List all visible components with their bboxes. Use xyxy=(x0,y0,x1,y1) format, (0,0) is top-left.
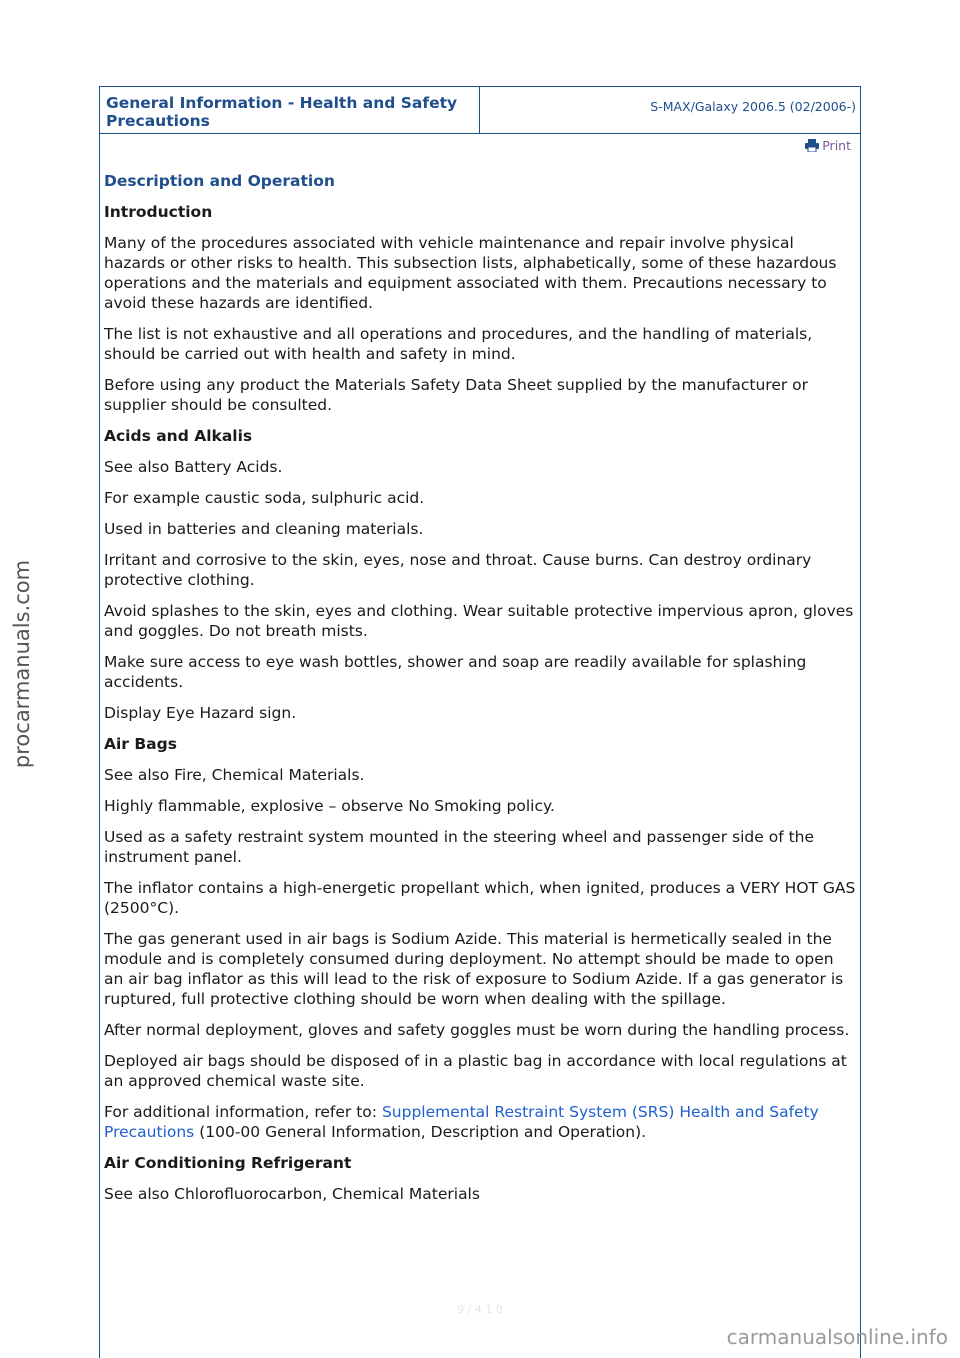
reference-paragraph xyxy=(104,1102,856,1142)
body-paragraph: After normal deployment, gloves and safety goggles must be worn during the handling process. xyxy=(104,1021,850,1039)
body-paragraph: Before using any product the Materials Safety Data Sheet supplied by the manufacturer or supplier should be consulted. xyxy=(104,376,809,414)
header-title-line2: Precautions xyxy=(106,112,210,130)
body-paragraph: The inflator contains a high-energetic propellant which, when ignited, produces a VERY HOT GAS (2500°C). xyxy=(104,879,856,917)
document-header xyxy=(99,86,861,134)
subsection-heading: Air Conditioning Refrigerant xyxy=(104,1154,352,1172)
body-paragraph: Make sure access to eye wash bottles, shower and soap are readily available for splashing accidents. xyxy=(104,653,807,691)
print-link[interactable] xyxy=(99,138,851,153)
print-label: Print xyxy=(822,138,851,153)
body-paragraph: Irritant and corrosive to the skin, eyes, nose and throat. Cause burns. Can destroy ordinary protective clothing. xyxy=(104,551,812,589)
body-paragraph: Avoid splashes to the skin, eyes and clothing. Wear suitable protective impervious apron, gloves and goggles. Do not breath mists. xyxy=(104,602,854,640)
subsection-heading: Introduction xyxy=(104,203,213,221)
section-title: Description and Operation xyxy=(104,172,335,190)
footer-watermark: carmanualsonline.info xyxy=(726,1325,948,1349)
header-model: S-MAX/Galaxy 2006.5 (02/2006-) xyxy=(650,99,856,114)
page-number: 9 / 4 1 0 xyxy=(457,1303,503,1316)
body-paragraph: See also Fire, Chemical Materials. xyxy=(104,766,365,784)
body-paragraph: Highly flammable, explosive – observe No Smoking policy. xyxy=(104,797,555,815)
body-paragraph: Display Eye Hazard sign. xyxy=(104,704,297,722)
header-title-line1: General Information - Health and Safety xyxy=(106,94,458,112)
side-watermark-text: procarmanuals.com xyxy=(10,559,34,769)
subsection-heading: Acids and Alkalis xyxy=(104,427,253,445)
body-paragraph: Many of the procedures associated with vehicle maintenance and repair involve physical hazards or other risks to health. This subsection lists, alphabetically, some of these hazardous operations and the materials and equipment associated with them. Precautions necessary to avoid these hazards are identified. xyxy=(104,234,837,312)
reference-suffix: (100-00 General Information, Description and Operation). xyxy=(194,1123,647,1141)
printer-icon xyxy=(805,139,819,152)
subsection-heading: Air Bags xyxy=(104,735,177,753)
document-body xyxy=(104,171,856,1215)
body-paragraph: The gas generant used in air bags is Sodium Azide. This material is hermetically sealed in the module and is completely consumed during deployment. No attempt should be made to open an air bag inflator as this will lead to the risk of exposure to Sodium Azide. If a gas generator is ruptured, full protective clothing should be worn when dealing with the spillage. xyxy=(104,930,844,1008)
body-paragraph: Used as a safety restraint system mounted in the steering wheel and passenger side of the instrument panel. xyxy=(104,828,815,866)
reference-prefix: For additional information, refer to: xyxy=(104,1103,382,1121)
body-paragraph: See also Battery Acids. xyxy=(104,458,283,476)
side-watermark xyxy=(0,0,40,1358)
header-title xyxy=(100,87,480,133)
body-paragraph: For example caustic soda, sulphuric acid. xyxy=(104,489,425,507)
body-paragraph: The list is not exhaustive and all operations and procedures, and the handling of materials, should be carried out with health and safety in mind. xyxy=(104,325,813,363)
body-paragraph: See also Chlorofluorocarbon, Chemical Materials xyxy=(104,1185,480,1203)
srs-safety-link[interactable]: Supplemental Restraint System (SRS) Health and Safety Precautions xyxy=(104,1103,819,1141)
body-paragraph: Deployed air bags should be disposed of in a plastic bag in accordance with local regulations at an approved chemical waste site. xyxy=(104,1052,847,1090)
body-paragraph: Used in batteries and cleaning materials. xyxy=(104,520,424,538)
